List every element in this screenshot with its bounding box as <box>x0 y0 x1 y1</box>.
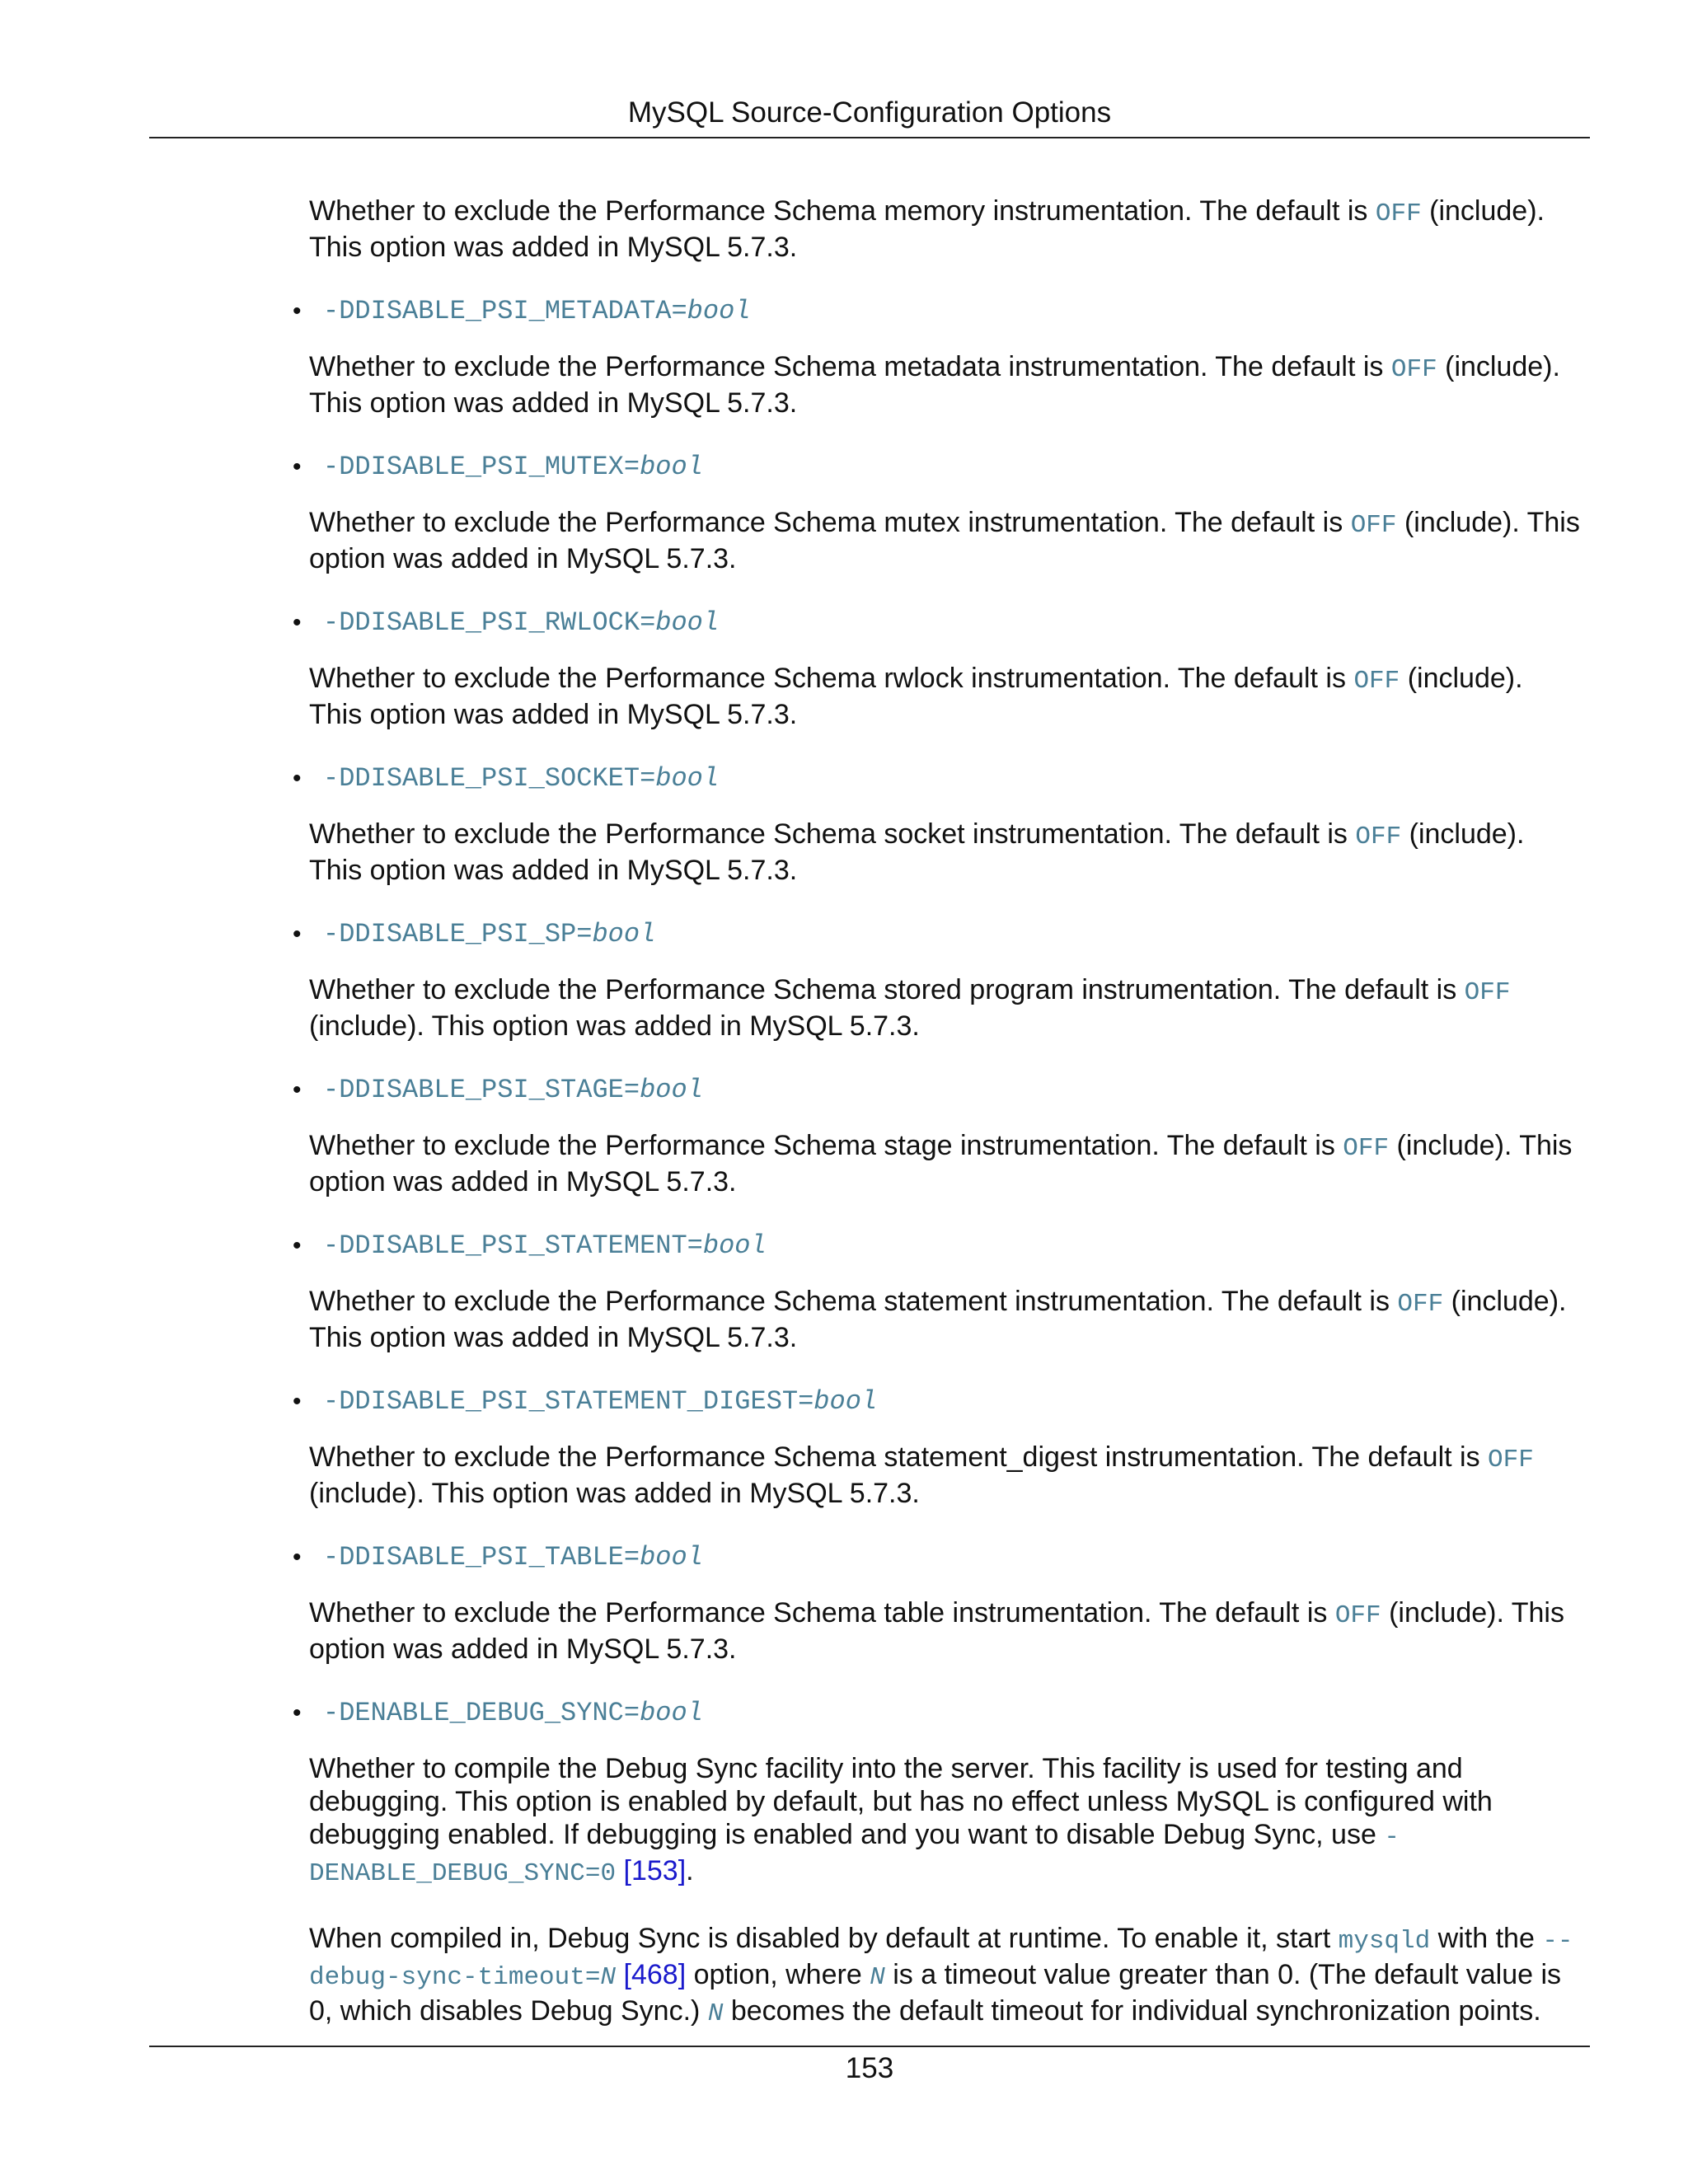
bullet: • <box>293 765 302 792</box>
default-value: OFF <box>1355 823 1402 851</box>
default-value: OFF <box>1464 978 1511 1007</box>
option-name: • -DDISABLE_PSI_TABLE=bool <box>293 1542 703 1572</box>
option-description: Whether to exclude the Performance Schema stored program instrumentation. The default is OFF (include). This option was added in MySQL 5.7.3. <box>309 974 1511 1042</box>
option-name: • -DDISABLE_PSI_METADATA=bool <box>293 296 751 326</box>
option-name: • -DDISABLE_PSI_MUTEX=bool <box>293 452 703 482</box>
bullet: • <box>293 1076 302 1104</box>
reference-link[interactable]: [153] <box>623 1855 687 1886</box>
bullet: • <box>293 1388 302 1415</box>
option-list <box>293 295 1582 1666</box>
option-entry <box>293 1541 1582 1666</box>
header-rule <box>149 137 1590 138</box>
page-number: 153 <box>845 2052 894 2084</box>
bullet: • <box>293 1544 302 1571</box>
bullet: • <box>293 298 302 325</box>
inline-code: mysqld <box>1338 1927 1431 1956</box>
page-content <box>293 194 1582 2062</box>
default-value: OFF <box>1350 511 1397 540</box>
reference-link[interactable]: [468] <box>623 1959 687 1990</box>
option-entry-debug-sync <box>293 1697 1582 2031</box>
option-entry <box>293 451 1582 575</box>
option-entry <box>293 1230 1582 1354</box>
option-name: • -DDISABLE_PSI_STATEMENT=bool <box>293 1230 767 1261</box>
default-value: OFF <box>1488 1446 1534 1474</box>
option-description: Whether to exclude the Performance Schema statement_digest instrumentation. The default is OFF (include). This option was added in MySQL 5.7.3. <box>309 1441 1534 1509</box>
variable: N <box>870 1963 885 1992</box>
default-value: OFF <box>1343 1134 1390 1163</box>
bullet: • <box>293 1232 302 1259</box>
default-value: OFF <box>1353 667 1400 696</box>
footer-rule <box>149 2046 1590 2047</box>
option-name: • -DDISABLE_PSI_STATEMENT_DIGEST=bool <box>293 1386 878 1417</box>
variable: N <box>707 1999 724 2028</box>
inline-code: -DENABLE_DEBUG_SYNC=0 <box>309 1823 1400 1888</box>
option-description: Whether to exclude the Performance Schema statement instrumentation. The default is OFF (include). This option was added in MySQL 5.7.3. <box>309 1286 1567 1353</box>
option-description: Whether to exclude the Performance Schema mutex instrumentation. The default is OFF (include). This option was added in MySQL 5.7.3. <box>309 507 1580 574</box>
option-entry <box>293 1074 1582 1198</box>
option-description: Whether to exclude the Performance Schema rwlock instrumentation. The default is OFF (include). This option was added in MySQL 5.7.3. <box>309 663 1523 730</box>
default-value: OFF <box>1390 355 1437 384</box>
option-description: Whether to exclude the Performance Schema socket instrumentation. The default is OFF (include). This option was added in MySQL 5.7.3. <box>309 818 1525 886</box>
default-value: OFF <box>1397 1290 1444 1319</box>
option-entry <box>293 762 1582 887</box>
option-entry <box>293 918 1582 1043</box>
bullet: • <box>293 453 302 480</box>
option-name: • -DDISABLE_PSI_SOCKET=bool <box>293 763 720 794</box>
bullet: • <box>293 609 302 636</box>
option-name: • -DENABLE_DEBUG_SYNC=bool <box>293 1698 703 1728</box>
option-description: Whether to exclude the Performance Schema metadata instrumentation. The default is OFF (include). This option was added in MySQL 5.7.3. <box>309 351 1560 419</box>
option-description: Whether to exclude the Performance Schema stage instrumentation. The default is OFF (include). This option was added in MySQL 5.7.3. <box>309 1130 1573 1197</box>
bullet: • <box>293 921 302 948</box>
option-description: Whether to exclude the Performance Schema table instrumentation. The default is OFF (include). This option was added in MySQL 5.7.3. <box>309 1597 1564 1665</box>
option-name: • -DDISABLE_PSI_SP=bool <box>293 919 656 949</box>
inline-code: --debug-sync-timeout=N <box>309 1927 1573 1992</box>
option-name: • -DDISABLE_PSI_STAGE=bool <box>293 1075 703 1105</box>
bullet: • <box>293 1699 302 1727</box>
option-description: Whether to compile the Debug Sync facility into the server. This facility is used for testing and debugging. This option is enabled by default, but has no effect unless MySQL is configured with debugging enabled. If debugging is enabled and you want to disable Debug Sync, use -DENABLE_DEBUG_SYNC=0 [153]. <box>309 1753 1493 1888</box>
page-header: MySQL Source-Configuration Options <box>627 96 1112 129</box>
intro-description: Whether to exclude the Performance Schema memory instrumentation. The default is OFF (include). This option was added in MySQL 5.7.3. <box>309 195 1545 263</box>
default-value: OFF <box>1334 1601 1381 1630</box>
option-description-continued: When compiled in, Debug Sync is disabled by default at runtime. To enable it, start mysqld with the --debug-sync-timeout=N [468] option, where N is a timeout value greater than 0. (The default value is 0, which disables Debug Sync.) N becomes the default timeout for individual synchronization points. <box>309 1923 1573 2028</box>
option-name: • -DDISABLE_PSI_RWLOCK=bool <box>293 607 720 638</box>
default-value: OFF <box>1375 199 1422 228</box>
option-entry <box>293 607 1582 731</box>
option-entry <box>293 295 1582 419</box>
option-entry <box>293 1385 1582 1510</box>
